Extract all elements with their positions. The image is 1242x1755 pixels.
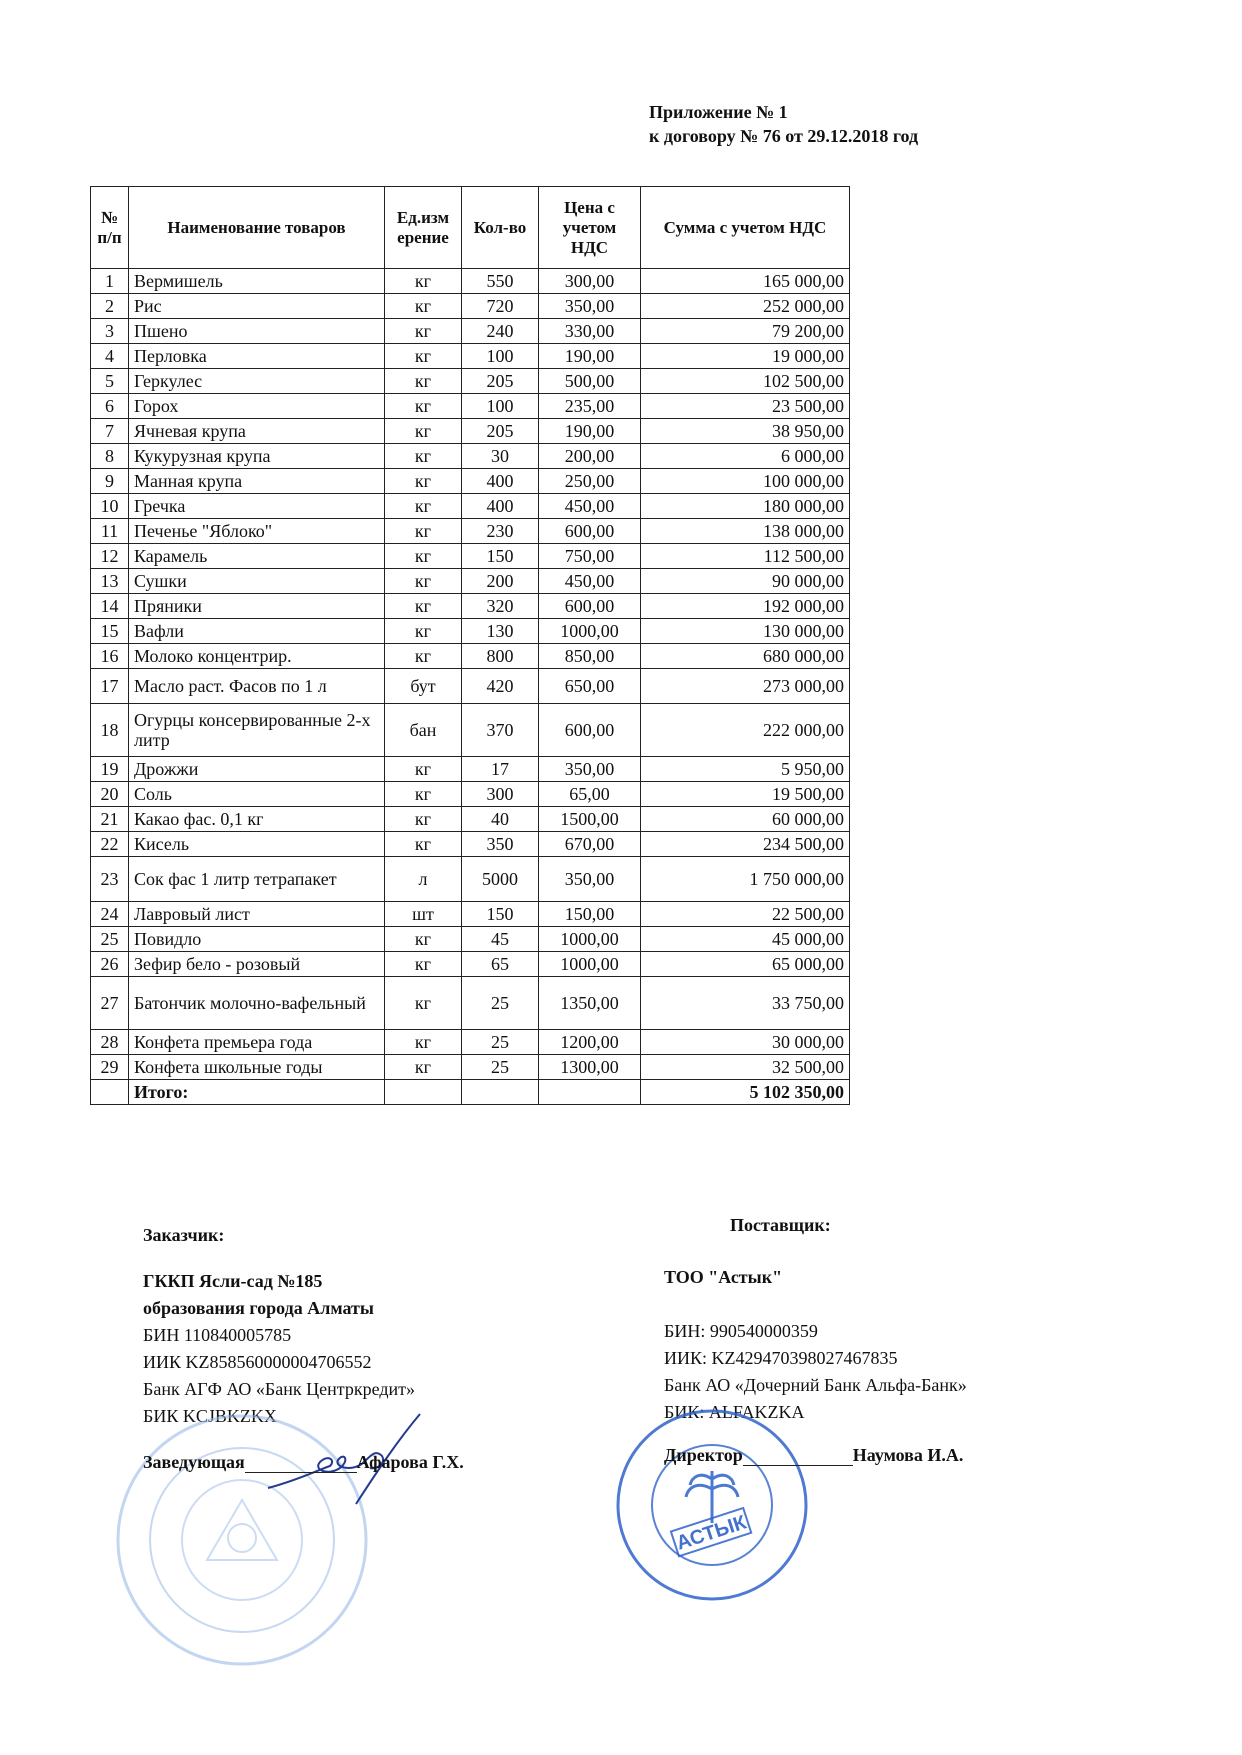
cell-quantity: 100 bbox=[462, 394, 539, 419]
cell-quantity: 370 bbox=[462, 704, 539, 757]
cell-quantity: 300 bbox=[462, 782, 539, 807]
cell-price: 150,00 bbox=[539, 902, 641, 927]
cell-quantity: 25 bbox=[462, 1030, 539, 1055]
cell-price: 600,00 bbox=[539, 704, 641, 757]
cell-unit: кг bbox=[385, 644, 462, 669]
cell-sum: 79 200,00 bbox=[641, 319, 850, 344]
cell-price: 1300,00 bbox=[539, 1055, 641, 1080]
supplier-details bbox=[664, 1264, 967, 1426]
table-row bbox=[91, 444, 850, 469]
customer-sign-title: Заведующая bbox=[143, 1452, 245, 1472]
cell-unit: шт bbox=[385, 902, 462, 927]
cell-unit: кг bbox=[385, 977, 462, 1030]
customer-label: Заказчик: bbox=[143, 1225, 225, 1245]
table-row bbox=[91, 594, 850, 619]
cell-product-name: Рис bbox=[129, 294, 385, 319]
cell-row-number: 24 bbox=[91, 902, 129, 927]
cell-price: 1000,00 bbox=[539, 952, 641, 977]
supplier-signature-line bbox=[664, 1445, 963, 1466]
table-row bbox=[91, 569, 850, 594]
customer-iik: ИИК KZ858560000004706552 bbox=[143, 1352, 372, 1372]
cell-sum: 180 000,00 bbox=[641, 494, 850, 519]
cell-price: 1000,00 bbox=[539, 927, 641, 952]
cell-product-name: Масло раст. Фасов по 1 л bbox=[129, 669, 385, 704]
cell-sum: 130 000,00 bbox=[641, 619, 850, 644]
cell-row-number: 11 bbox=[91, 519, 129, 544]
cell-unit: кг bbox=[385, 1030, 462, 1055]
cell-price: 1350,00 bbox=[539, 977, 641, 1030]
cell-product-name: Молоко концентрир. bbox=[129, 644, 385, 669]
cell-unit: кг bbox=[385, 594, 462, 619]
cell-row-number: 2 bbox=[91, 294, 129, 319]
supplier-bik: БИК: ALFAKZKA bbox=[664, 1402, 805, 1422]
cell-sum: 273 000,00 bbox=[641, 669, 850, 704]
table-row bbox=[91, 669, 850, 704]
cell-quantity: 420 bbox=[462, 669, 539, 704]
cell-product-name: Сушки bbox=[129, 569, 385, 594]
cell-unit: кг bbox=[385, 319, 462, 344]
table-row bbox=[91, 269, 850, 294]
cell-product-name: Батончик молочно-вафельный bbox=[129, 977, 385, 1030]
customer-sign-blank bbox=[245, 1472, 357, 1473]
cell-unit: кг bbox=[385, 294, 462, 319]
supplier-iik: ИИК: KZ429470398027467835 bbox=[664, 1348, 898, 1368]
cell-price: 450,00 bbox=[539, 569, 641, 594]
cell-product-name: Лавровый лист bbox=[129, 902, 385, 927]
cell-row-number: 17 bbox=[91, 669, 129, 704]
cell-sum: 102 500,00 bbox=[641, 369, 850, 394]
cell-quantity: 350 bbox=[462, 832, 539, 857]
cell-quantity: 100 bbox=[462, 344, 539, 369]
cell-price: 65,00 bbox=[539, 782, 641, 807]
cell-row-number: 3 bbox=[91, 319, 129, 344]
cell-sum: 222 000,00 bbox=[641, 704, 850, 757]
supplier-stamp-text: АСТЫК bbox=[673, 1511, 749, 1555]
cell-quantity: 30 bbox=[462, 444, 539, 469]
cell-product-name: Кукурузная крупа bbox=[129, 444, 385, 469]
table-row bbox=[91, 1055, 850, 1080]
cell-sum: 19 500,00 bbox=[641, 782, 850, 807]
cell-price: 190,00 bbox=[539, 419, 641, 444]
cell-unit: кг bbox=[385, 469, 462, 494]
supplier-seal-stamp bbox=[612, 1405, 812, 1605]
col-header-name: Наименование товаров bbox=[129, 187, 385, 269]
total-label: Итого: bbox=[129, 1080, 385, 1105]
cell-sum: 65 000,00 bbox=[641, 952, 850, 977]
customer-org-line1: ГККП Ясли-сад №185 bbox=[143, 1271, 323, 1291]
customer-org-line2: образования города Алматы bbox=[143, 1298, 374, 1318]
cell-price: 650,00 bbox=[539, 669, 641, 704]
cell-row-number: 5 bbox=[91, 369, 129, 394]
cell-unit: кг bbox=[385, 344, 462, 369]
cell-row-number: 28 bbox=[91, 1030, 129, 1055]
cell-price: 1200,00 bbox=[539, 1030, 641, 1055]
cell-price: 190,00 bbox=[539, 344, 641, 369]
cell-row-number: 23 bbox=[91, 857, 129, 902]
customer-bank: Банк АГФ АО «Банк Центркредит» bbox=[143, 1379, 415, 1399]
cell-row-number: 22 bbox=[91, 832, 129, 857]
cell-sum: 32 500,00 bbox=[641, 1055, 850, 1080]
cell-product-name: Перловка bbox=[129, 344, 385, 369]
cell-row-number: 14 bbox=[91, 594, 129, 619]
col-header-unit: Ед.изм ерение bbox=[385, 187, 462, 269]
cell-quantity: 200 bbox=[462, 569, 539, 594]
cell-price: 350,00 bbox=[539, 857, 641, 902]
table-row bbox=[91, 927, 850, 952]
cell-unit: кг bbox=[385, 782, 462, 807]
cell-sum: 5 950,00 bbox=[641, 757, 850, 782]
table-row bbox=[91, 494, 850, 519]
cell-sum: 45 000,00 bbox=[641, 927, 850, 952]
cell-product-name: Соль bbox=[129, 782, 385, 807]
cell-price: 250,00 bbox=[539, 469, 641, 494]
cell-row-number: 10 bbox=[91, 494, 129, 519]
cell-product-name: Печенье "Яблоко" bbox=[129, 519, 385, 544]
cell-quantity: 800 bbox=[462, 644, 539, 669]
table-row bbox=[91, 977, 850, 1030]
goods-table-body bbox=[91, 269, 850, 1105]
table-row bbox=[91, 902, 850, 927]
cell-unit: бут bbox=[385, 669, 462, 704]
cell-product-name: Какао фас. 0,1 кг bbox=[129, 807, 385, 832]
customer-sign-name: Афарова Г.Х. bbox=[356, 1452, 464, 1472]
table-row bbox=[91, 619, 850, 644]
cell-quantity: 150 bbox=[462, 902, 539, 927]
table-row bbox=[91, 1030, 850, 1055]
cell-product-name: Вафли bbox=[129, 619, 385, 644]
cell-unit: кг bbox=[385, 544, 462, 569]
cell-sum: 165 000,00 bbox=[641, 269, 850, 294]
cell-row-number: 1 bbox=[91, 269, 129, 294]
cell-product-name: Кисель bbox=[129, 832, 385, 857]
cell-quantity: 720 bbox=[462, 294, 539, 319]
cell-sum: 680 000,00 bbox=[641, 644, 850, 669]
total-sum: 5 102 350,00 bbox=[641, 1080, 850, 1105]
cell-sum: 6 000,00 bbox=[641, 444, 850, 469]
table-row bbox=[91, 344, 850, 369]
cell-unit: кг bbox=[385, 952, 462, 977]
cell-unit: кг bbox=[385, 419, 462, 444]
supplier-bank: Банк АО «Дочерний Банк Альфа-Банк» bbox=[664, 1375, 967, 1395]
cell-quantity: 5000 bbox=[462, 857, 539, 902]
cell-row-number: 16 bbox=[91, 644, 129, 669]
cell-price: 350,00 bbox=[539, 294, 641, 319]
cell-row-number: 12 bbox=[91, 544, 129, 569]
cell-unit: кг bbox=[385, 832, 462, 857]
cell-unit: кг bbox=[385, 757, 462, 782]
cell-price: 330,00 bbox=[539, 319, 641, 344]
table-row bbox=[91, 394, 850, 419]
cell-row-number: 7 bbox=[91, 419, 129, 444]
col-header-qty: Кол-во bbox=[462, 187, 539, 269]
supplier-sign-blank bbox=[743, 1465, 853, 1466]
table-row bbox=[91, 952, 850, 977]
cell-sum: 19 000,00 bbox=[641, 344, 850, 369]
cell-quantity: 45 bbox=[462, 927, 539, 952]
table-row bbox=[91, 419, 850, 444]
cell-unit: кг bbox=[385, 1055, 462, 1080]
supplier-sign-name: Наумова И.А. bbox=[852, 1445, 964, 1465]
cell-row-number: 21 bbox=[91, 807, 129, 832]
total-empty-num bbox=[91, 1080, 129, 1105]
cell-product-name: Пшено bbox=[129, 319, 385, 344]
cell-unit: кг bbox=[385, 369, 462, 394]
goods-table bbox=[90, 186, 850, 1105]
cell-product-name: Огурцы консервированные 2-х литр bbox=[129, 704, 385, 757]
cell-row-number: 6 bbox=[91, 394, 129, 419]
cell-unit: кг bbox=[385, 927, 462, 952]
cell-price: 670,00 bbox=[539, 832, 641, 857]
cell-sum: 138 000,00 bbox=[641, 519, 850, 544]
cell-quantity: 205 bbox=[462, 419, 539, 444]
customer-bin: БИН 110840005785 bbox=[143, 1325, 292, 1345]
cell-product-name: Геркулес bbox=[129, 369, 385, 394]
table-row bbox=[91, 782, 850, 807]
table-row bbox=[91, 757, 850, 782]
cell-sum: 60 000,00 bbox=[641, 807, 850, 832]
table-row bbox=[91, 544, 850, 569]
cell-unit: кг bbox=[385, 494, 462, 519]
customer-bik: БИК KCJBKZKX bbox=[143, 1406, 277, 1426]
cell-row-number: 27 bbox=[91, 977, 129, 1030]
table-row bbox=[91, 319, 850, 344]
cell-unit: л bbox=[385, 857, 462, 902]
cell-sum: 252 000,00 bbox=[641, 294, 850, 319]
table-row bbox=[91, 519, 850, 544]
cell-price: 1500,00 bbox=[539, 807, 641, 832]
cell-quantity: 40 bbox=[462, 807, 539, 832]
cell-product-name: Сок фас 1 литр тетрапакет bbox=[129, 857, 385, 902]
cell-row-number: 9 bbox=[91, 469, 129, 494]
cell-product-name: Манная крупа bbox=[129, 469, 385, 494]
cell-quantity: 25 bbox=[462, 1055, 539, 1080]
cell-product-name: Гречка bbox=[129, 494, 385, 519]
cell-product-name: Повидло bbox=[129, 927, 385, 952]
table-row bbox=[91, 832, 850, 857]
cell-row-number: 8 bbox=[91, 444, 129, 469]
cell-product-name: Карамель bbox=[129, 544, 385, 569]
cell-price: 750,00 bbox=[539, 544, 641, 569]
cell-sum: 22 500,00 bbox=[641, 902, 850, 927]
cell-price: 500,00 bbox=[539, 369, 641, 394]
customer-signature-line bbox=[143, 1452, 464, 1473]
cell-price: 600,00 bbox=[539, 594, 641, 619]
col-header-sum: Сумма с учетом НДС bbox=[641, 187, 850, 269]
cell-sum: 234 500,00 bbox=[641, 832, 850, 857]
supplier-bin: БИН: 990540000359 bbox=[664, 1321, 818, 1341]
cell-quantity: 130 bbox=[462, 619, 539, 644]
cell-quantity: 25 bbox=[462, 977, 539, 1030]
cell-unit: кг bbox=[385, 619, 462, 644]
annex-title: Приложение № 1 bbox=[649, 102, 788, 122]
cell-price: 1000,00 bbox=[539, 619, 641, 644]
total-empty-qty bbox=[462, 1080, 539, 1105]
table-row bbox=[91, 294, 850, 319]
cell-sum: 30 000,00 bbox=[641, 1030, 850, 1055]
table-row bbox=[91, 469, 850, 494]
cell-quantity: 230 bbox=[462, 519, 539, 544]
cell-product-name: Горох bbox=[129, 394, 385, 419]
cell-unit: кг bbox=[385, 569, 462, 594]
cell-row-number: 29 bbox=[91, 1055, 129, 1080]
cell-product-name: Конфета премьера года bbox=[129, 1030, 385, 1055]
cell-product-name: Ячневая крупа bbox=[129, 419, 385, 444]
cell-unit: кг bbox=[385, 807, 462, 832]
cell-unit: бан bbox=[385, 704, 462, 757]
cell-sum: 100 000,00 bbox=[641, 469, 850, 494]
cell-quantity: 240 bbox=[462, 319, 539, 344]
cell-row-number: 19 bbox=[91, 757, 129, 782]
cell-product-name: Дрожжи bbox=[129, 757, 385, 782]
supplier-sign-title: Директор bbox=[664, 1445, 743, 1465]
cell-row-number: 25 bbox=[91, 927, 129, 952]
cell-sum: 1 750 000,00 bbox=[641, 857, 850, 902]
cell-quantity: 205 bbox=[462, 369, 539, 394]
cell-unit: кг bbox=[385, 394, 462, 419]
cell-price: 450,00 bbox=[539, 494, 641, 519]
supplier-org: ТОО "Астык" bbox=[664, 1267, 783, 1287]
cell-quantity: 17 bbox=[462, 757, 539, 782]
table-header-row bbox=[91, 187, 850, 269]
cell-row-number: 13 bbox=[91, 569, 129, 594]
cell-sum: 112 500,00 bbox=[641, 544, 850, 569]
cell-quantity: 400 bbox=[462, 469, 539, 494]
col-header-num: № п/п bbox=[91, 187, 129, 269]
cell-row-number: 4 bbox=[91, 344, 129, 369]
cell-quantity: 320 bbox=[462, 594, 539, 619]
table-total-row bbox=[91, 1080, 850, 1105]
table-row bbox=[91, 704, 850, 757]
customer-details bbox=[143, 1268, 415, 1430]
col-header-price: Цена с учетом НДС bbox=[539, 187, 641, 269]
total-empty-price bbox=[539, 1080, 641, 1105]
cell-unit: кг bbox=[385, 519, 462, 544]
cell-quantity: 550 bbox=[462, 269, 539, 294]
cell-price: 200,00 bbox=[539, 444, 641, 469]
cell-row-number: 15 bbox=[91, 619, 129, 644]
cell-price: 850,00 bbox=[539, 644, 641, 669]
table-row bbox=[91, 807, 850, 832]
table-row bbox=[91, 644, 850, 669]
cell-product-name: Вермишель bbox=[129, 269, 385, 294]
cell-product-name: Зефир бело - розовый bbox=[129, 952, 385, 977]
cell-row-number: 18 bbox=[91, 704, 129, 757]
cell-sum: 38 950,00 bbox=[641, 419, 850, 444]
cell-quantity: 400 bbox=[462, 494, 539, 519]
cell-unit: кг bbox=[385, 269, 462, 294]
cell-price: 235,00 bbox=[539, 394, 641, 419]
cell-quantity: 65 bbox=[462, 952, 539, 977]
cell-quantity: 150 bbox=[462, 544, 539, 569]
total-empty-unit bbox=[385, 1080, 462, 1105]
cell-unit: кг bbox=[385, 444, 462, 469]
cell-product-name: Пряники bbox=[129, 594, 385, 619]
cell-row-number: 20 bbox=[91, 782, 129, 807]
cell-price: 300,00 bbox=[539, 269, 641, 294]
cell-price: 600,00 bbox=[539, 519, 641, 544]
table-row bbox=[91, 857, 850, 902]
cell-sum: 90 000,00 bbox=[641, 569, 850, 594]
supplier-label: Поставщик: bbox=[730, 1215, 831, 1235]
cell-price: 350,00 bbox=[539, 757, 641, 782]
cell-sum: 23 500,00 bbox=[641, 394, 850, 419]
annex-heading bbox=[649, 100, 918, 148]
cell-sum: 33 750,00 bbox=[641, 977, 850, 1030]
cell-sum: 192 000,00 bbox=[641, 594, 850, 619]
cell-product-name: Конфета школьные годы bbox=[129, 1055, 385, 1080]
table-row bbox=[91, 369, 850, 394]
annex-contract-ref: к договору № 76 от 29.12.2018 год bbox=[649, 126, 919, 146]
cell-row-number: 26 bbox=[91, 952, 129, 977]
